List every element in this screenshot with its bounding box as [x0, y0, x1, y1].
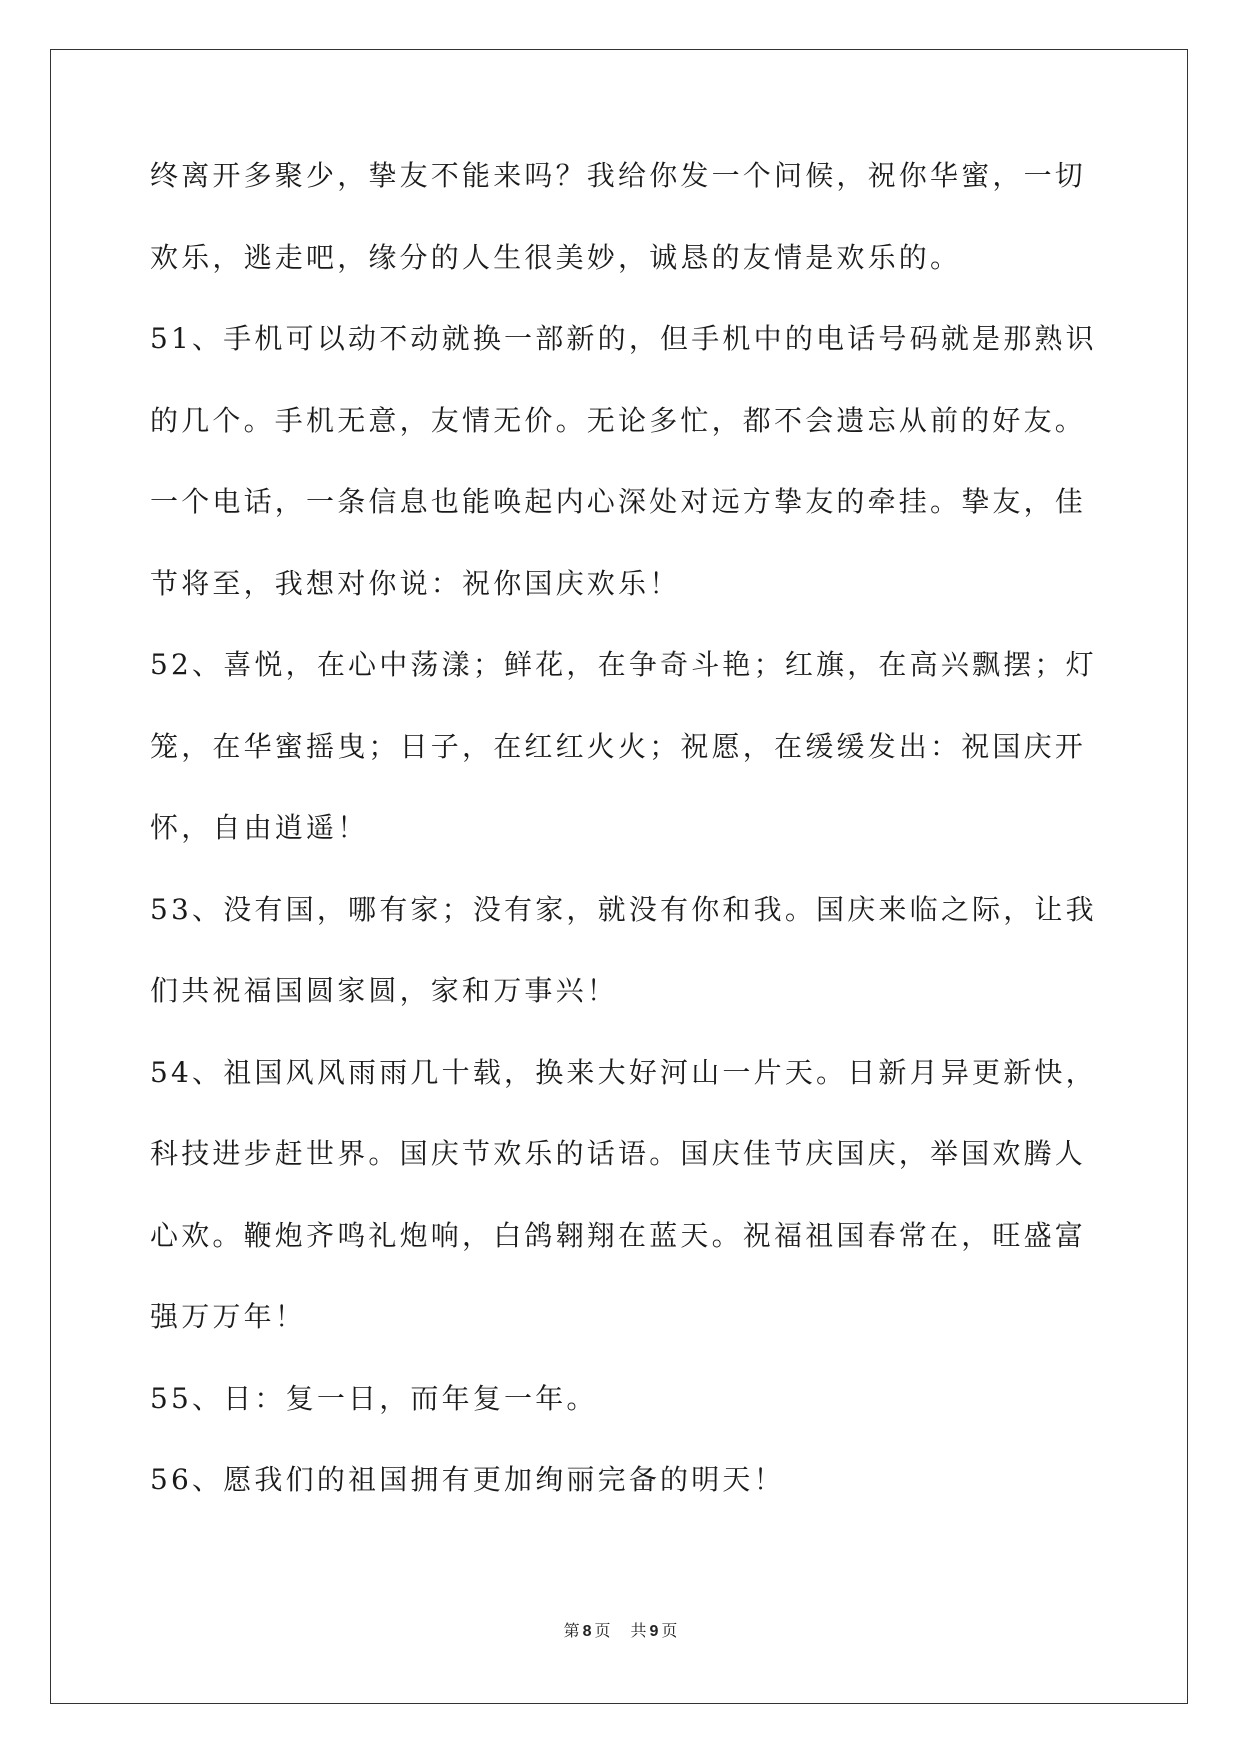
text-line: 们共祝福国圆家圆，家和万事兴！ — [150, 974, 619, 1007]
text-line: 56、愿我们的祖国拥有更加绚丽完备的明天！ — [150, 1463, 785, 1496]
text-line: 科技进步赶世界。国庆节欢乐的话语。国庆佳节庆国庆，举国欢腾人 — [150, 1137, 1087, 1170]
page-footer — [0, 1621, 1241, 1642]
text-line: 55、日：复一日，而年复一年。 — [150, 1381, 598, 1415]
page-suffix: 页 — [594, 1621, 611, 1640]
text-line: 一个电话，一条信息也能唤起内心深处对远方挚友的牵挂。挚友，佳 — [150, 485, 1087, 518]
total-pages: 9 — [649, 1623, 659, 1640]
text-line: 51、手机可以动不动就换一部新的，但手机中的电话号码就是那熟识 — [150, 322, 1097, 355]
text-line: 53、没有国，哪有家；没有家，就没有你和我。国庆来临之际，让我 — [150, 892, 1097, 926]
text-line: 的几个。手机无意，友情无价。无论多忙，都不会遗忘从前的好友。 — [150, 403, 1087, 437]
page-number: 8 — [582, 1623, 592, 1640]
total-prefix: 共 — [630, 1621, 647, 1640]
page-prefix: 第 — [563, 1621, 580, 1640]
text-line: 强万万年！ — [150, 1300, 307, 1333]
total-suffix: 页 — [661, 1621, 678, 1640]
text-line: 52、喜悦，在心中荡漾；鲜花，在争奇斗艳；红旗，在高兴飘摆；灯 — [150, 648, 1097, 681]
text-line: 终离开多聚少，挚友不能来吗？我给你发一个问候，祝你华蜜，一切 — [150, 159, 1087, 192]
text-line: 笼，在华蜜摇曳；日子，在红红火火；祝愿，在缓缓发出：祝国庆开 — [150, 729, 1087, 763]
text-line: 节将至，我想对你说：祝你国庆欢乐！ — [150, 566, 681, 600]
text-line: 欢乐，逃走吧，缘分的人生很美妙，诚恳的友情是欢乐的。 — [150, 240, 962, 274]
text-line: 心欢。鞭炮齐鸣礼炮响，白鸽翱翔在蓝天。祝福祖国春常在，旺盛富 — [150, 1218, 1087, 1252]
text-line: 54、祖国风风雨雨几十载，换来大好河山一片天。日新月异更新快， — [150, 1055, 1097, 1089]
text-line: 怀，自由逍遥！ — [150, 811, 369, 844]
document-body — [150, 158, 1097, 1544]
